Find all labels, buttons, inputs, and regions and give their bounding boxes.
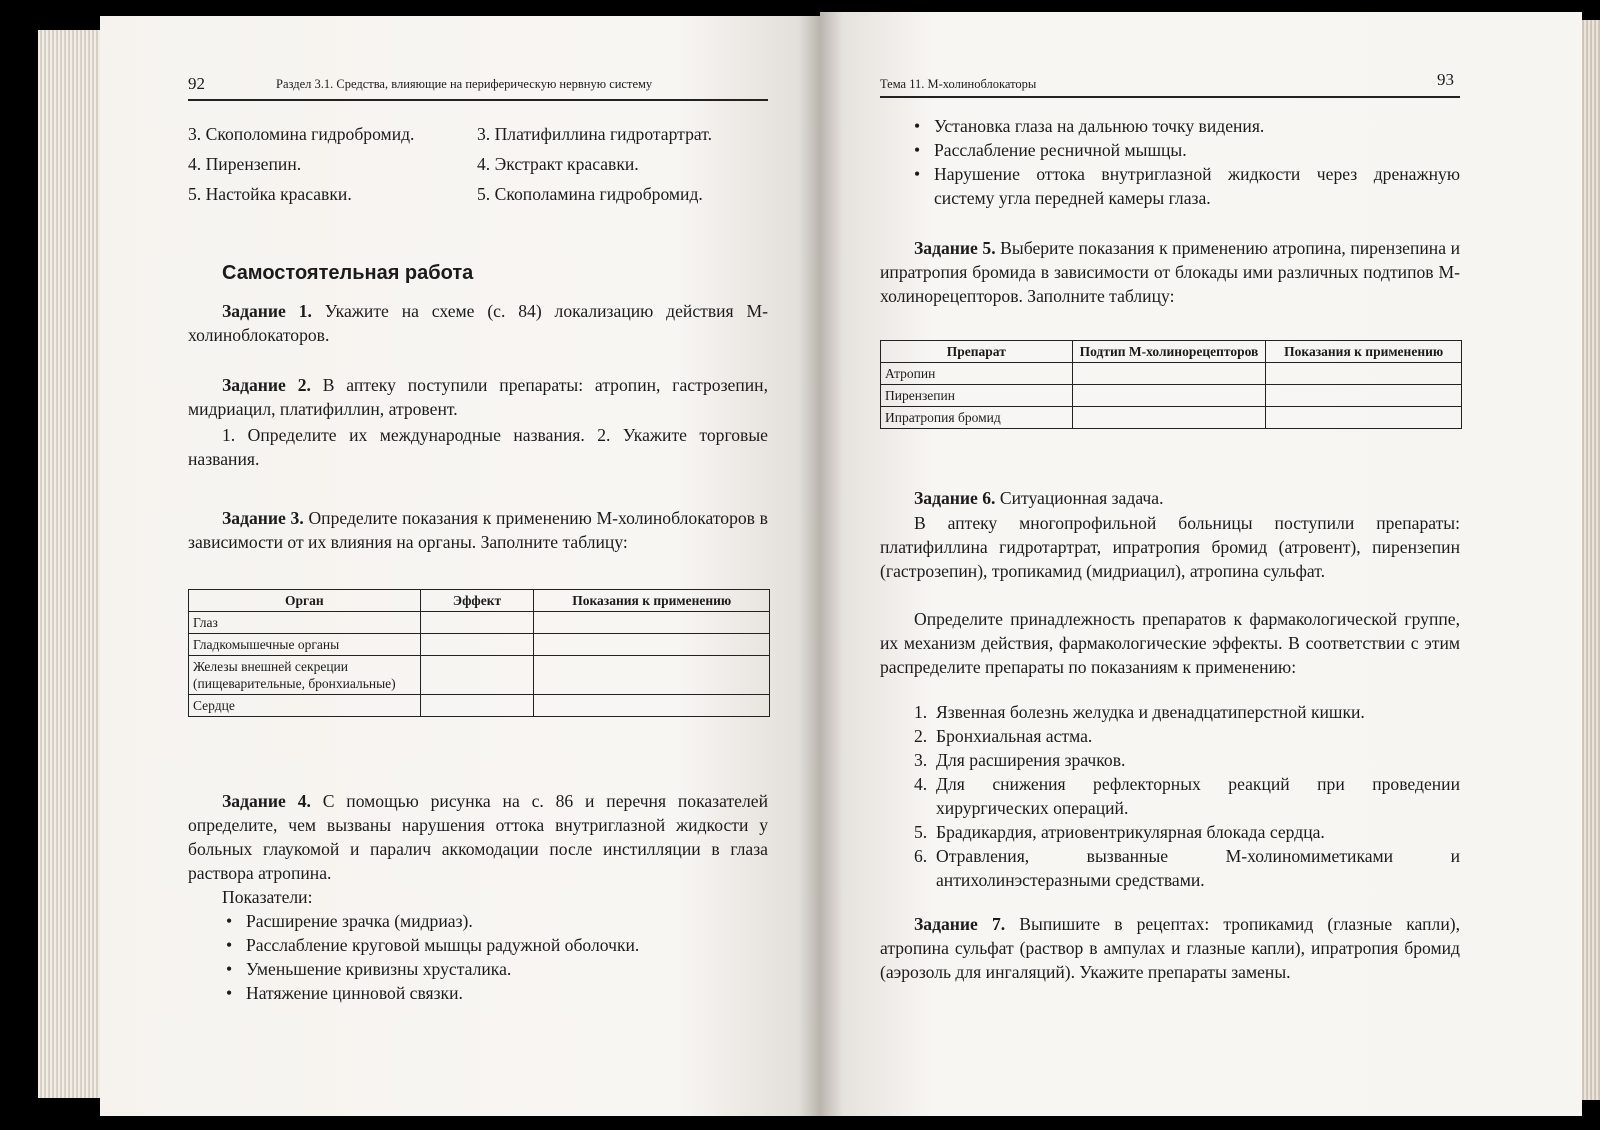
task-7-text: Выпишите в рецептах: тропикамид (глазные капли), атропина сульфат (раствор в ампулах и глазные капли), ипратропия бромид (аэрозоль для ингаляций). Укажите препараты замены. bbox=[880, 914, 1460, 982]
indicator-item: • Расслабление круговой мышцы радужной оболочки. bbox=[226, 933, 768, 957]
empty-answer-cell bbox=[1266, 407, 1462, 429]
empty-answer-cell bbox=[1072, 385, 1266, 407]
indication-number: 5. bbox=[914, 822, 928, 842]
indication-item bbox=[914, 724, 1460, 748]
task-1-label: Задание 1. bbox=[222, 301, 312, 321]
task-6-paragraph-2: Определите принадлежность препаратов к фармакологической группе, их механизм действия, фармакологические эффекты. В соответствии с этим распределите препараты по показаниям к применению: bbox=[880, 609, 1460, 677]
indication-item bbox=[914, 844, 1460, 892]
task-7-label: Задание 7. bbox=[914, 914, 1006, 934]
left-header-rule bbox=[188, 99, 768, 101]
task-6-label: Задание 6. bbox=[914, 488, 996, 508]
answer-row-right: 5. Скополамина гидробромид. bbox=[477, 184, 703, 204]
indication-number: 6. bbox=[914, 846, 928, 866]
task-3 bbox=[188, 506, 768, 554]
indication-item bbox=[914, 700, 1460, 724]
left-running-head: Раздел 3.1. Средства, влияющие на периферическую нервную систему bbox=[276, 77, 653, 91]
answer-row-left: 5. Настойка красавки. bbox=[188, 184, 352, 204]
organ-effects-table bbox=[188, 589, 770, 717]
answer-row-left: 4. Пирензепин. bbox=[188, 154, 302, 174]
right-running-head: Тема 11. М-холиноблокаторы bbox=[880, 77, 1037, 91]
task-4-label: Задание 4. bbox=[222, 791, 311, 811]
task-4-text: С помощью рисунка на с. 86 и перечня показателей определите, чем вызваны нарушения оттока внутриглазной жидкости у больных глаукомой и паралич аккомодации после инстилляции в глаза раствора атропина. bbox=[188, 791, 768, 883]
empty-answer-cell bbox=[420, 695, 534, 717]
table-header-cell: Эффект bbox=[420, 590, 534, 612]
task-2-subitems: 1. Определите их международные названия. 2. Укажите торговые названия. bbox=[188, 425, 768, 469]
task-4 bbox=[188, 789, 768, 885]
empty-answer-cell bbox=[1266, 363, 1462, 385]
book-page-edges-left bbox=[38, 30, 108, 1098]
empty-answer-cell bbox=[1072, 363, 1266, 385]
table-row bbox=[881, 407, 1462, 429]
task-2-text: В аптеку поступили препараты: атропин, гастрозепин, мидриацил, платифиллин, атровент. bbox=[188, 375, 768, 419]
task-6-paragraph-1: В аптеку многопрофильной больницы поступили препараты: платифиллина гидротартрат, ипратропия бромид (атровент), пирензепин (гастрозепин), тропикамид (мидриацил), атропина сульфат. bbox=[880, 513, 1460, 581]
table-row bbox=[189, 656, 770, 695]
indicator-item: • Нарушение оттока внутриглазной жидкости через дренажную систему угла передней камеры глаза. bbox=[914, 162, 1460, 210]
table-header-cell: Показания к применению bbox=[534, 590, 770, 612]
indication-number: 1. bbox=[914, 702, 928, 722]
drug-cell: Атропин bbox=[881, 363, 1073, 385]
right-header-rule bbox=[880, 96, 1460, 98]
indication-number: 3. bbox=[914, 750, 928, 770]
organ-table-header bbox=[189, 590, 770, 612]
indication-text: Брадикардия, атриовентрикулярная блокада сердца. bbox=[936, 822, 1325, 842]
empty-answer-cell bbox=[1072, 407, 1266, 429]
table-row bbox=[189, 634, 770, 656]
indicators-label: Показатели: bbox=[222, 887, 313, 907]
organ-cell: Гладкомышечные органы bbox=[189, 634, 421, 656]
task-5 bbox=[880, 236, 1460, 308]
indication-item bbox=[914, 748, 1460, 772]
drug-table-header bbox=[881, 341, 1462, 363]
indicator-item: • Расслабление ресничной мышцы. bbox=[914, 138, 1460, 162]
indicator-item: • Натяжение цинновой связки. bbox=[226, 981, 768, 1005]
empty-answer-cell bbox=[420, 656, 534, 695]
indication-text: Язвенная болезнь желудка и двенадцатиперстной кишки. bbox=[936, 702, 1365, 722]
table-row bbox=[189, 695, 770, 717]
indicator-item: • Расширение зрачка (мидриаз). bbox=[226, 909, 768, 933]
indicator-item: • Установка глаза на дальнюю точку видения. bbox=[914, 114, 1460, 138]
empty-answer-cell bbox=[534, 656, 770, 695]
task-7 bbox=[880, 912, 1460, 984]
task-2 bbox=[188, 373, 768, 421]
indication-item bbox=[914, 772, 1460, 820]
organ-cell: Сердце bbox=[189, 695, 421, 717]
task-3-label: Задание 3. bbox=[222, 508, 304, 528]
indicator-item: • Уменьшение кривизны хрусталика. bbox=[226, 957, 768, 981]
empty-answer-cell bbox=[534, 695, 770, 717]
indicators-list bbox=[226, 909, 768, 1005]
answer-row-right: 3. Платифиллина гидротартрат. bbox=[477, 124, 712, 144]
table-header-cell: Препарат bbox=[881, 341, 1073, 363]
indication-text: Отравления, вызванные М-холиномиметиками и антихолинэстеразными средствами. bbox=[936, 846, 1460, 890]
table-row bbox=[881, 385, 1462, 407]
empty-answer-cell bbox=[420, 612, 534, 634]
empty-answer-cell bbox=[420, 634, 534, 656]
empty-answer-cell bbox=[534, 634, 770, 656]
organ-cell: Железы внешней секреции (пищеварительные, бронхиальные) bbox=[189, 656, 421, 695]
task-6 bbox=[880, 486, 1460, 510]
task-2-label: Задание 2. bbox=[222, 375, 311, 395]
indications-list bbox=[914, 700, 1460, 892]
empty-answer-cell bbox=[534, 612, 770, 634]
right-page-number: 93 bbox=[1437, 70, 1454, 89]
task-5-text: Выберите показания к применению атропина, пирензепина и ипратропия бромида в зависимости от блокады ими различных подтипов М-холинорецепторов. Заполните таблицу: bbox=[880, 238, 1460, 306]
drug-cell: Ипратропия бромид bbox=[881, 407, 1073, 429]
indication-number: 2. bbox=[914, 726, 928, 746]
table-header-cell: Орган bbox=[189, 590, 421, 612]
drug-cell: Пирензепин bbox=[881, 385, 1073, 407]
table-row bbox=[881, 363, 1462, 385]
section-title: Самостоятельная работа bbox=[222, 262, 474, 284]
task-1-text: Укажите на схеме (с. 84) локализацию действия М-холиноблокаторов. bbox=[188, 301, 768, 345]
table-header-cell: Показания к применению bbox=[1266, 341, 1462, 363]
answer-row-right: 4. Экстракт красавки. bbox=[477, 154, 639, 174]
task-3-text: Определите показания к применению М-холиноблокаторов в зависимости от их влияния на органы. Заполните таблицу: bbox=[188, 508, 768, 552]
organ-cell: Глаз bbox=[189, 612, 421, 634]
indication-number: 4. bbox=[914, 774, 928, 794]
indication-text: Бронхиальная астма. bbox=[936, 726, 1093, 746]
drug-receptor-table bbox=[880, 340, 1462, 429]
answer-row-left: 3. Скополомина гидробромид. bbox=[188, 124, 415, 144]
table-header-cell: Подтип М-холинорецепторов bbox=[1072, 341, 1266, 363]
task-5-label: Задание 5. bbox=[914, 238, 996, 258]
empty-answer-cell bbox=[1266, 385, 1462, 407]
task-1 bbox=[188, 299, 768, 347]
indicators-continued-list bbox=[914, 114, 1460, 210]
indication-item bbox=[914, 820, 1460, 844]
left-page-number: 92 bbox=[188, 74, 205, 93]
indication-text: Для снижения рефлекторных реакций при проведении хирургических операций. bbox=[936, 774, 1460, 818]
task-6-text: Ситуационная задача. bbox=[995, 488, 1164, 508]
indication-text: Для расширения зрачков. bbox=[936, 750, 1126, 770]
table-row bbox=[189, 612, 770, 634]
